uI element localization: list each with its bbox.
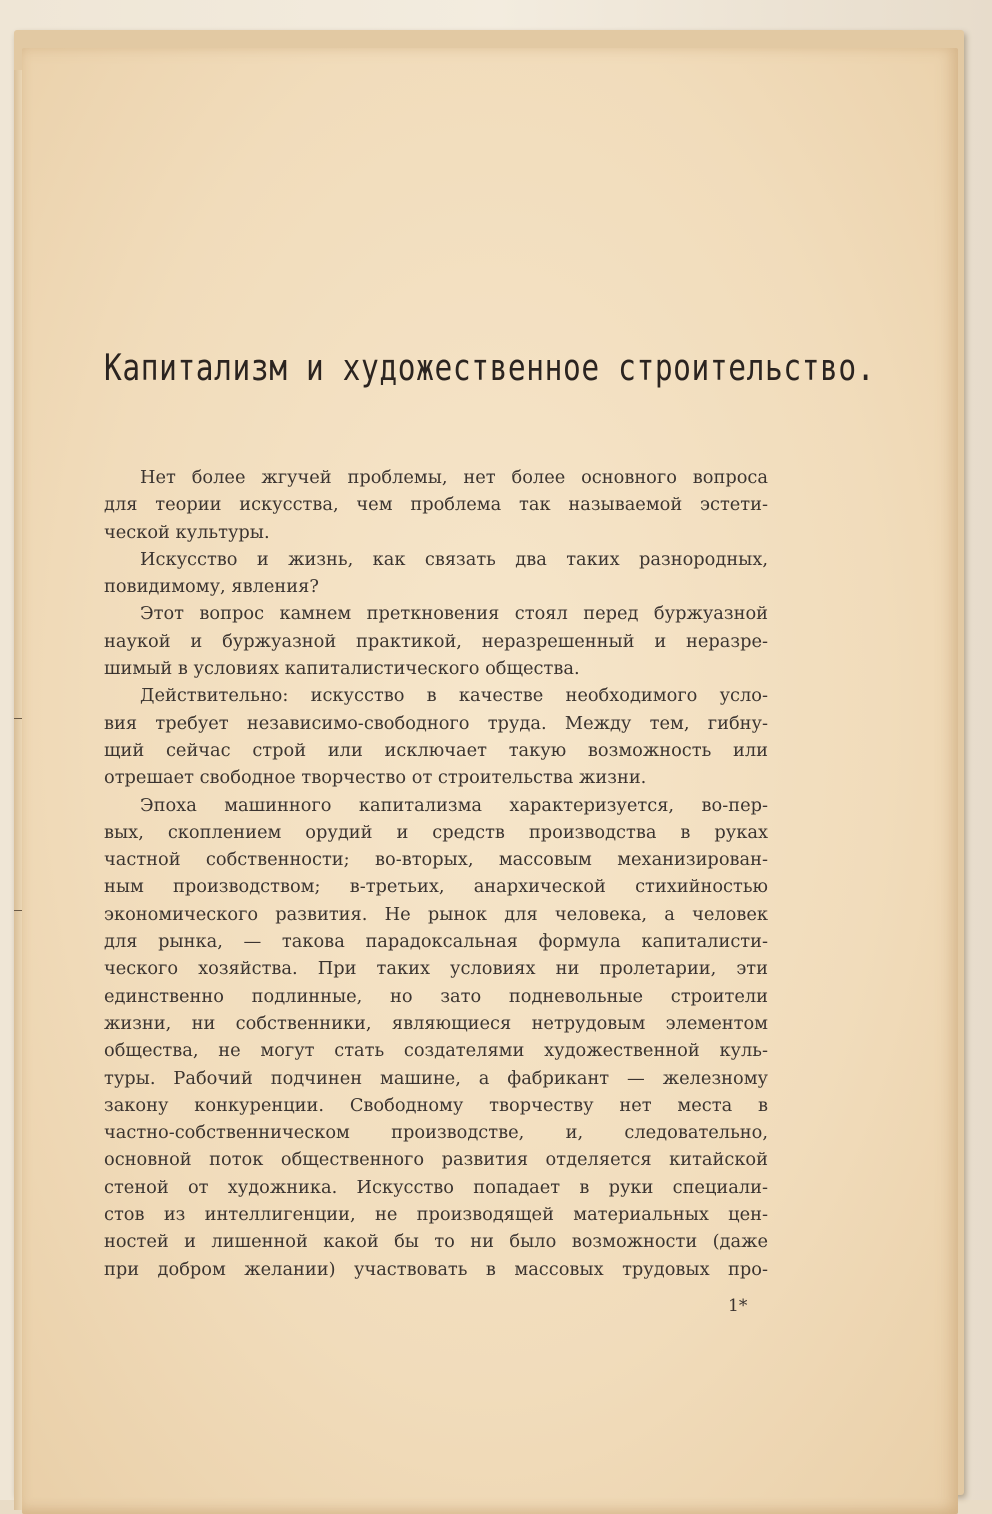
text-line: наукой и буржуазной практикой, неразрешенный и неразре- xyxy=(104,630,768,652)
text-line: туры. Рабочий подчинен машине, а фабрикант — железному xyxy=(104,1067,768,1089)
text-line: вых, скоплением орудий и средств производства в руках xyxy=(104,821,768,843)
text-line: щий сейчас строй или исключает такую возможность или xyxy=(104,739,768,761)
text-line: для рынка, — такова парадоксальная формула капиталисти- xyxy=(104,931,768,953)
paragraph xyxy=(104,600,768,682)
text-line: ным производством; в-третьих, анархической стихийностью xyxy=(104,876,768,898)
text-line: экономического развития. Не рынок для человека, а человек xyxy=(104,903,768,925)
text-line: общества, не могут стать создателями художественной куль- xyxy=(104,1040,768,1062)
text-line: вия требует независимо-свободного труда. Между тем, гибну- xyxy=(104,712,768,734)
text-line: стеной от художника. Искусство попадает в руки специали- xyxy=(104,1176,768,1198)
paragraph xyxy=(104,682,768,791)
text-line: Искусство и жизнь, как связать два таких разнородных, xyxy=(140,548,768,570)
text-line: основной поток общественного развития отделяется китайской xyxy=(104,1149,768,1171)
text-line: шимый в условиях капиталистического общества. xyxy=(104,658,580,680)
text-line: ческого хозяйства. При таких условиях ни пролетарии, эти xyxy=(104,958,768,980)
text-line: для теории искусства, чем проблема так называемой эстети- xyxy=(104,494,768,516)
text-line: единственно подлинные, но зато подневольные строители xyxy=(104,985,768,1007)
text-line: повидимому, явления? xyxy=(104,576,319,598)
paragraph xyxy=(104,464,768,546)
text-line: при добром желании) участвовать в массовых трудовых про- xyxy=(104,1258,768,1280)
text-line: частной собственности; во-вторых, массовым механизирован- xyxy=(104,849,768,871)
paragraph xyxy=(104,792,768,1283)
text-line: отрешает свободное творчество от строительства жизни. xyxy=(104,767,647,789)
text-line: ческой культуры. xyxy=(104,521,270,543)
text-line: частно-собственническом производстве, и, следовательно, xyxy=(104,1122,768,1144)
text-line: Действительно: искусство в качестве необходимого усло- xyxy=(140,685,768,707)
text-line: Нет более жгучей проблемы, нет более основного вопроса xyxy=(140,467,768,488)
text-line: закону конкуренции. Свободному творчеству нет места в xyxy=(104,1094,768,1116)
text-line: Этот вопрос камнем преткновения стоял перед буржуазной xyxy=(140,603,768,625)
text-line: стов из интеллигенции, не производящей материальных цен- xyxy=(104,1204,768,1226)
paragraph xyxy=(104,546,768,601)
body-text xyxy=(104,464,768,1283)
text-line: Эпоха машинного капитализма характеризуется, во-пер- xyxy=(140,794,768,816)
chapter-title: Капитализм и художественное строительство. xyxy=(104,346,876,389)
text-line: жизни, ни собственники, являющиеся нетрудовым элементом xyxy=(104,1012,768,1034)
page-number: 1* xyxy=(728,1296,748,1316)
text-line: ностей и лишенной какой бы то ни было возможности (даже xyxy=(104,1231,768,1253)
